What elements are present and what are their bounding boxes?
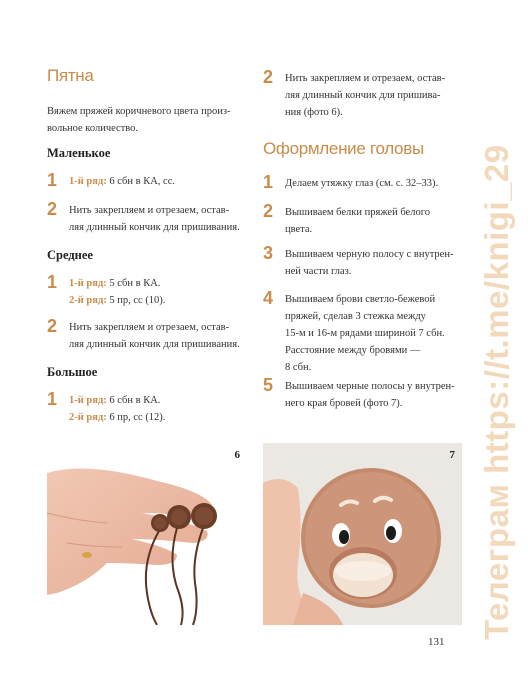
head-step-1: 1 Делаем утяжку глаз (см. с. 32–33). [263,172,439,192]
page-number: 131 [428,636,445,648]
row-label: 1-й ряд: [69,176,107,187]
heading-small: Маленькое [47,146,111,160]
head-step-2: 2 Вышиваем белки пряжей белого цвета. [263,201,430,235]
small-step-1: 1 1-й ряд: 6 сбн в КА, сс. [47,170,175,190]
head-step-5: 5 Вышиваем черные полосы у внутрен- него края бровей (фото 7). [263,375,455,409]
heading-medium: Среднее [47,248,93,262]
section-title-head: Оформление головы [263,139,424,158]
heading-large: Большое [47,365,98,379]
small-step-2: 2 Нить закрепляем и отрезаем, остав- ляя длинный кончик для пришивания. [47,199,240,233]
photo-number-6: 6 [234,449,240,461]
head-step-3: 3 Вышиваем черную полосу с внутрен- ней части глаз. [263,243,454,277]
medium-step-2: 2 Нить закрепляем и отрезаем, остав- ляя длинный кончик для пришивания. [47,316,240,350]
photo-6-crochet-spots [47,443,247,625]
large-step-1: 1 1-й ряд: 6 сбн в КА. 2-й ряд: 6 пр, сс (12). [47,389,166,423]
hand-with-spots-illustration [47,443,247,625]
photo-number-7: 7 [449,449,455,461]
section-title-spots: Пятна [47,66,94,85]
telegram-watermark: Телеграм https://t.me/knigi_29 [478,144,515,640]
medium-step-1: 1 1-й ряд: 5 сбн в КА. 2-й ряд: 5 пр, сс (10). [47,272,166,306]
head-step-4: 4 Вышиваем брови светло-бежевой пряжей, сделав 3 стежка между 15-м и 16-м рядами шириной 7 сбн. Расстояние между бровями — 8 сбн. [263,288,445,373]
crochet-head-illustration [263,443,462,625]
intro-paragraph: Вяжем пряжей коричневого цвета произ- вольное количество. [47,106,231,134]
photo-7-crochet-head [263,443,462,625]
continued-step-2: 2 Нить закрепляем и отрезаем, остав- ляя длинный кончик для пришива- ния (фото 6). [263,67,446,118]
